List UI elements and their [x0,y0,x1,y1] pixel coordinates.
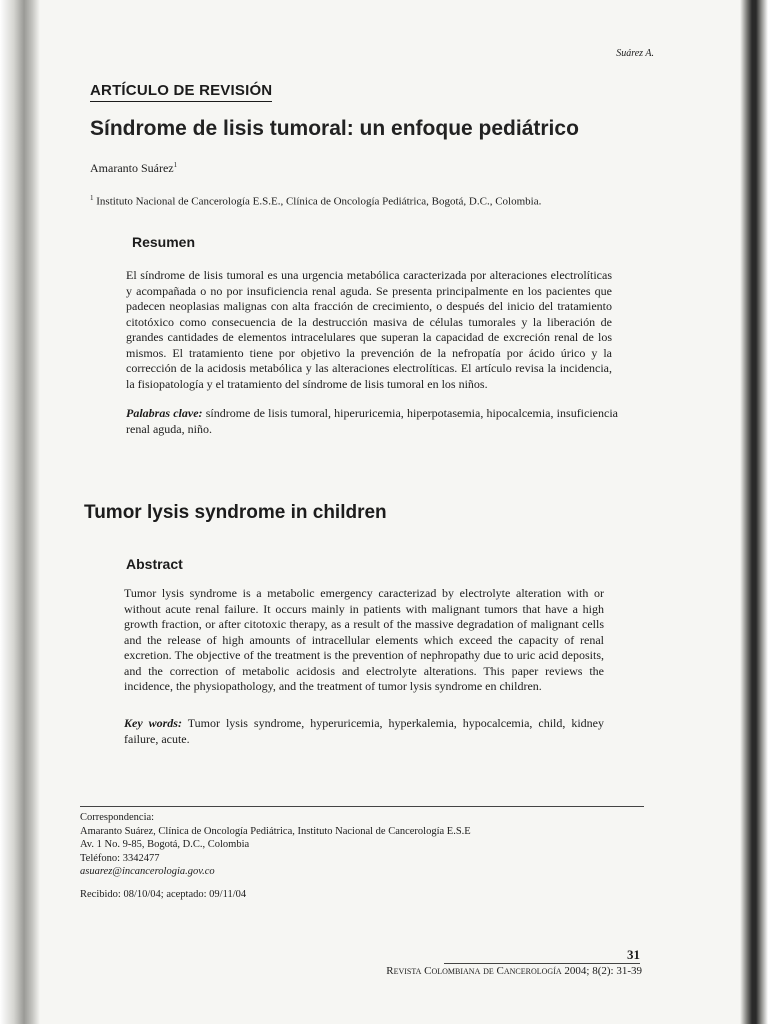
correspondence-block [80,811,471,879]
footnote-divider [80,806,644,807]
resumen-heading: Resumen [132,234,196,250]
author-line [90,161,177,176]
key-words-label: Key words: [124,716,182,730]
palabras-clave [126,406,618,437]
received-dates: Recibido: 08/10/04; aceptado: 09/11/04 [80,889,247,900]
affiliation [90,194,541,208]
section-label: ARTÍCULO DE REVISIÓN [90,82,272,102]
correspondence-address: Av. 1 No. 9-85, Bogotá, D.C., Colombia [80,839,250,850]
running-header: Suárez A. [616,48,654,59]
palabras-clave-text: síndrome de lisis tumoral, hiperuricemia, hiperpotasemia, hipocalcemia, insuficiencia renal aguda, niño. [126,406,618,436]
scan-edge-right [740,0,768,1024]
correspondence-name: Amaranto Suárez, Clínica de Oncología Pediátrica, Instituto Nacional de Cancerología E.S.E [80,825,471,837]
abstract-body: Tumor lysis syndrome is a metabolic emergency caracterizad by electrolyte alteration with or without acute renal failure. It occurs mainly in patients with malignant tumors that have a high growth fraction, or after citotoxic therapy, as a result of the massive degradation of malignant cells and the release of high amounts of intracellular elements which exceed the capacity of renal excretion. The objective of the treatment is the prevention of nephropathy due to uric acid deposits, and the correction of metabolic acidosis and electrolyte alterations. This paper reviews the incidence, the physiopathology, and the treatment of tumor lysis syndrome en children. [124,586,604,693]
footer-divider [444,963,640,964]
scan-edge-left [0,0,40,1024]
page-number: 31 [627,947,640,962]
correspondence-phone: Teléfono: 3342477 [80,852,160,864]
key-words [124,716,604,747]
correspondence-email: asuarez@incancerologia.gov.co [80,866,215,877]
author-name: Amaranto Suárez [90,161,174,175]
affiliation-mark: 1 [90,194,94,202]
palabras-clave-label: Palabras clave: [126,406,203,420]
journal-citation: Revista Colombiana de Cancerología 2004; 8(2): 31-39 [386,965,642,977]
resumen-body: El síndrome de lisis tumoral es una urgencia metabólica caracterizada por alteraciones electrolíticas y acompañada o no por insuficiencia renal aguda. Se presenta principalmente en los pacientes que padecen neoplasias malignas con alta fracción de crecimiento, o después del inicio del tratamiento citotóxico como consecuencia de la destrucción masiva de células tumorales y la liberación de grandes cantidades de elementos intracelulares que superan la capacidad de excreción renal de los mismos. El tratamiento tiene por objetivo la prevención de la nefropatía por ácido úrico y la corrección de la acidosis metabólica y las alteraciones electrolíticas. El artículo revisa la incidencia, la fisiopatología y el tratamiento del síndrome de lisis tumoral en los niños. [126,268,612,391]
author-affiliation-mark: 1 [173,161,178,169]
article-title-es: Síndrome de lisis tumoral: un enfoque pediátrico [90,117,579,140]
correspondence-label: Correspondencia: [80,812,155,823]
affiliation-text: Instituto Nacional de Cancerología E.S.E., Clínica de Oncología Pediátrica, Bogotá, D.C., Colombia. [96,195,542,208]
key-words-text: Tumor lysis syndrome, hyperuricemia, hyperkalemia, hypocalcemia, child, kidney failure, acute. [124,716,604,746]
abstract-heading: Abstract [126,556,183,572]
article-title-en: Tumor lysis syndrome in children [84,502,387,523]
